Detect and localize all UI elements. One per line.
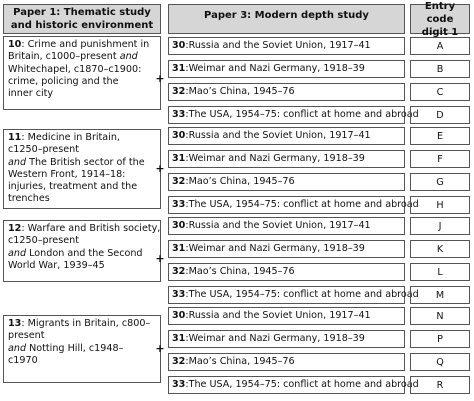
topic-line	[8, 355, 157, 367]
entry-code-cell: C	[410, 83, 470, 101]
entry-code-cell: G	[410, 173, 470, 191]
topic-text: Medicine in Britain,	[27, 132, 120, 143]
topic-text: Britain, c1000–present	[8, 51, 120, 63]
topic-text: Notting Hill, c1948–	[26, 342, 124, 354]
entry-code-cell: P	[410, 330, 470, 348]
topic-line	[8, 51, 157, 63]
topic-line	[8, 157, 157, 169]
option-text: Russia and the Soviet Union, 1917–41	[188, 220, 371, 231]
topic-text: injuries, treatment and the	[8, 181, 138, 193]
entry-code-cell: K	[410, 240, 470, 258]
topic-text: inner city	[8, 88, 54, 100]
option-number: 32	[172, 176, 186, 187]
topic-text: present	[8, 330, 45, 342]
topic-line	[8, 169, 157, 181]
paper3-option: 33 : The USA, 1954–75: conflict at home and abroad	[168, 376, 405, 394]
topic-text: Crime and punishment in	[27, 39, 150, 50]
option-number: 32	[172, 86, 186, 97]
entry-code-cell: H	[410, 196, 470, 214]
paper3-option: 30 : Russia and the Soviet Union, 1917–41	[168, 127, 405, 145]
paper3-option: 32 : Mao’s China, 1945–76	[168, 83, 405, 101]
entry-code-cell: D	[410, 106, 470, 124]
paper3-header-label: Paper 3: Modern depth study	[204, 10, 369, 21]
entry-code-header	[410, 0, 470, 38]
paper1-topic-box	[3, 129, 161, 209]
topic-line: 12: Warfare and British society,	[8, 223, 161, 234]
paper3-header	[168, 4, 405, 34]
paper3-option: 30 : Russia and the Soviet Union, 1917–41	[168, 307, 405, 325]
option-text: Weimar and Nazi Germany, 1918–39	[188, 243, 365, 254]
option-number: 33	[172, 289, 186, 300]
paper3-option: 31 : Weimar and Nazi Germany, 1918–39	[168, 150, 405, 168]
entry-code-cell: N	[410, 307, 470, 325]
topic-line: 10: Crime and punishment in	[8, 39, 150, 50]
entry-code-cell: E	[410, 127, 470, 145]
paper1-header-line-1: Paper 1: Thematic study	[13, 7, 151, 18]
topic-line	[8, 330, 157, 342]
entry-code-cell: A	[410, 37, 470, 55]
topic-connector: and	[8, 156, 27, 168]
option-number: 32	[172, 356, 186, 367]
option-number: 31	[172, 153, 186, 164]
paper3-option: 32 : Mao’s China, 1945–76	[168, 353, 405, 371]
topic-number: 12	[8, 223, 22, 234]
option-text: Weimar and Nazi Germany, 1918–39	[188, 153, 365, 164]
topic-line	[8, 181, 157, 193]
entry-code-header-line-2: digit 1	[421, 26, 459, 38]
topic-text: World War, 1939–45	[8, 259, 105, 271]
option-number: 30	[172, 130, 186, 141]
paper3-option: 32 : Mao’s China, 1945–76	[168, 173, 405, 191]
plus-sign: +	[155, 342, 165, 355]
option-text: The USA, 1954–75: conflict at home and abroad	[188, 379, 419, 390]
option-text: Russia and the Soviet Union, 1917–41	[188, 40, 371, 51]
paper3-option: 31 : Weimar and Nazi Germany, 1918–39	[168, 330, 405, 348]
topic-line	[8, 144, 157, 156]
paper1-topic-box	[3, 220, 161, 282]
paper3-option: 33 : The USA, 1954–75: conflict at home and abroad	[168, 106, 405, 124]
topic-text: Whitechapel, c1870–c1900:	[8, 63, 142, 75]
option-text: The USA, 1954–75: conflict at home and abroad	[188, 199, 419, 210]
paper3-option: 31 : Weimar and Nazi Germany, 1918–39	[168, 240, 405, 258]
option-text: Mao’s China, 1945–76	[188, 356, 295, 367]
option-text: Russia and the Soviet Union, 1917–41	[188, 310, 371, 321]
plus-sign: +	[155, 72, 165, 85]
topic-text: Western Front, 1914–18:	[8, 168, 126, 180]
topic-line: 13: Migrants in Britain, c800–	[8, 318, 151, 329]
option-text: The USA, 1954–75: conflict at home and abroad	[188, 289, 419, 300]
option-number: 31	[172, 243, 186, 254]
topic-number: 11	[8, 132, 22, 143]
option-number: 32	[172, 266, 186, 277]
topic-line: 11: Medicine in Britain,	[8, 132, 120, 143]
paper3-option: 33 : The USA, 1954–75: conflict at home and abroad	[168, 286, 405, 304]
topic-number: 13	[8, 318, 22, 329]
topic-line	[8, 235, 157, 247]
option-number: 31	[172, 333, 186, 344]
option-number: 33	[172, 199, 186, 210]
paper3-option: 32 : Mao’s China, 1945–76	[168, 263, 405, 281]
topic-connector: and	[8, 247, 27, 259]
option-text: Mao’s China, 1945–76	[188, 176, 295, 187]
option-text: Mao’s China, 1945–76	[188, 86, 295, 97]
option-number: 30	[172, 40, 186, 51]
topic-text: crime, policing and the	[8, 75, 119, 87]
paper3-option: 30 : Russia and the Soviet Union, 1917–41	[168, 37, 405, 55]
topic-connector: and	[8, 342, 27, 354]
paper3-option: 31 : Weimar and Nazi Germany, 1918–39	[168, 60, 405, 78]
topic-text: Migrants in Britain, c800–	[27, 318, 151, 329]
entry-code-cell: M	[410, 286, 470, 304]
topic-connector: and	[119, 51, 138, 63]
topic-line	[8, 76, 157, 88]
option-number: 30	[172, 220, 186, 231]
entry-code-cell: J	[410, 217, 470, 235]
entry-code-cell: Q	[410, 353, 470, 371]
topic-line	[8, 64, 157, 76]
entry-code-header-line-1: Entry code	[424, 0, 456, 25]
option-text: Weimar and Nazi Germany, 1918–39	[188, 333, 365, 344]
topic-line	[8, 343, 157, 355]
paper1-topic-box	[3, 36, 161, 110]
topic-text: The British sector of the	[26, 156, 145, 168]
plus-sign: +	[155, 252, 165, 265]
option-number: 30	[172, 310, 186, 321]
topic-text: c1970	[8, 354, 38, 366]
entry-code-cell: F	[410, 150, 470, 168]
paper1-topic-box	[3, 315, 161, 383]
topic-number: 10	[8, 39, 22, 50]
topic-line	[8, 193, 157, 205]
option-number: 33	[172, 379, 186, 390]
paper1-header	[3, 4, 161, 34]
topic-line	[8, 260, 157, 272]
plus-sign: +	[155, 162, 165, 175]
paper3-option: 33 : The USA, 1954–75: conflict at home and abroad	[168, 196, 405, 214]
option-number: 33	[172, 109, 186, 120]
entry-code-cell: B	[410, 60, 470, 78]
topic-line	[8, 248, 157, 260]
entry-code-cell: R	[410, 376, 470, 394]
entry-code-cell: L	[410, 263, 470, 281]
option-text: The USA, 1954–75: conflict at home and abroad	[188, 109, 419, 120]
option-text: Russia and the Soviet Union, 1917–41	[188, 130, 371, 141]
topic-text: c1250–present	[8, 144, 79, 156]
paper1-header-line-2: and historic environment	[10, 20, 154, 31]
topic-text: c1250–present	[8, 235, 79, 247]
option-number: 31	[172, 63, 186, 74]
topic-text: trenches	[8, 193, 50, 205]
topic-text: London and the Second	[26, 247, 143, 259]
topic-text: Warfare and British society,	[27, 223, 161, 234]
option-text: Weimar and Nazi Germany, 1918–39	[188, 63, 365, 74]
option-text: Mao’s China, 1945–76	[188, 266, 295, 277]
topic-line	[8, 88, 157, 100]
paper3-option: 30 : Russia and the Soviet Union, 1917–41	[168, 217, 405, 235]
